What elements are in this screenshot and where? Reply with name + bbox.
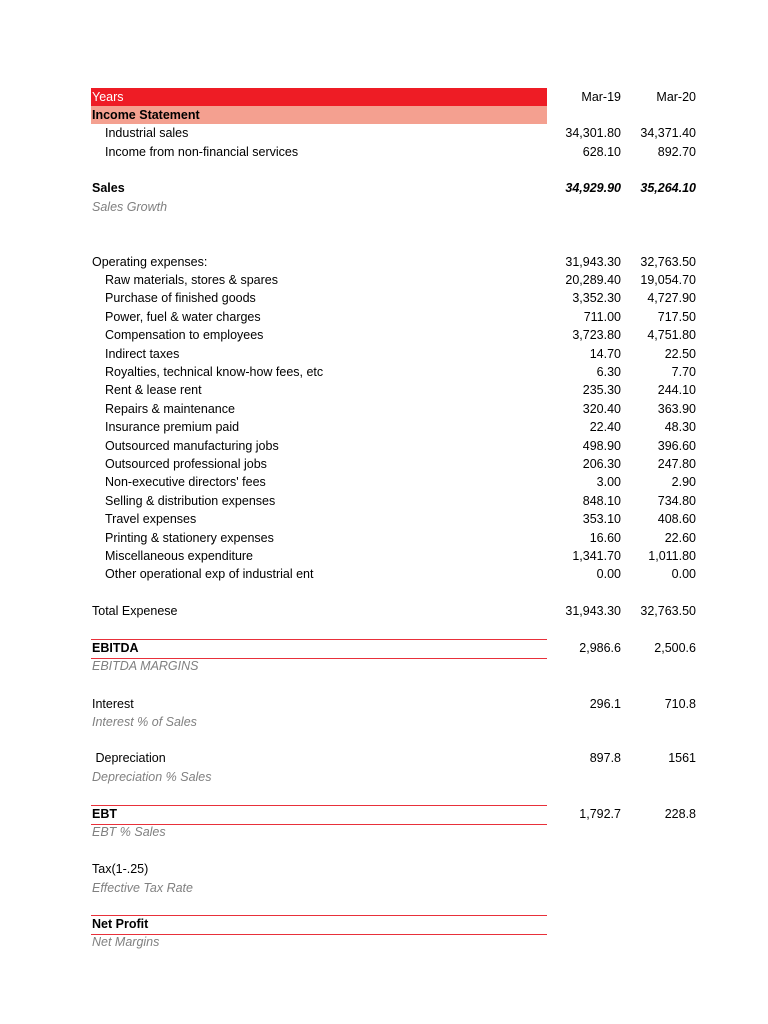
cell-mar-20: 22.60	[664, 531, 696, 545]
table-row	[91, 473, 698, 491]
cell-mar-20: 244.10	[657, 383, 696, 397]
cell-mar-20: 19,054.70	[640, 273, 696, 287]
row-label: Travel expenses	[105, 512, 197, 526]
cell-mar-19: 353.10	[582, 512, 621, 526]
row-label: Tax(1-.25)	[92, 862, 149, 876]
row-label: Power, fuel & water charges	[105, 310, 261, 324]
row-label: Outsourced professional jobs	[105, 457, 267, 471]
sales-row	[91, 179, 698, 197]
row-label: Operating expenses:	[92, 255, 208, 269]
table-row	[91, 565, 698, 583]
row-label: Industrial sales	[105, 126, 189, 140]
row-label: Royalties, technical know-how fees, etc	[105, 365, 324, 379]
table-row	[91, 455, 698, 473]
row-label: EBT % Sales	[92, 825, 166, 839]
years-label: Years	[92, 90, 124, 104]
cell-mar-20: 1,011.80	[648, 549, 696, 563]
cell-mar-19: 235.30	[582, 383, 621, 397]
net-profit-row	[91, 915, 698, 933]
table-row	[91, 124, 698, 142]
table-row	[91, 418, 698, 436]
cell-mar-19: 2,986.6	[579, 641, 621, 655]
cell-mar-20: 710.8	[664, 697, 696, 711]
cell-mar-19: 16.60	[589, 531, 621, 545]
cell-mar-19: 628.10	[582, 145, 621, 159]
cell-mar-20: 4,751.80	[647, 328, 696, 342]
interest-row	[91, 695, 698, 713]
row-label: Depreciation % Sales	[92, 770, 212, 784]
row-label: Printing & stationery expenses	[105, 531, 274, 545]
depreciation-pct-row	[91, 768, 698, 786]
cell-mar-20: 363.90	[657, 402, 696, 416]
cell-mar-20: 32,763.50	[640, 255, 696, 269]
cell-mar-20: 2.90	[671, 475, 696, 489]
cell-mar-19: 3,723.80	[572, 328, 621, 342]
row-label: Non-executive directors' fees	[105, 475, 266, 489]
ebitda-margins-row	[91, 657, 698, 675]
cell-mar-20: 1561	[668, 751, 696, 765]
total-expense-row	[91, 602, 698, 620]
cell-mar-19: 14.70	[589, 347, 621, 361]
row-label: Sales Growth	[92, 200, 168, 214]
table-row	[91, 143, 698, 161]
section-title: Income Statement	[92, 108, 200, 122]
row-label: Rent & lease rent	[105, 383, 202, 397]
cell-mar-20: 228.8	[664, 807, 696, 821]
cell-mar-19: 3,352.30	[572, 291, 621, 305]
cell-mar-19: 31,943.30	[565, 604, 621, 618]
table-row	[91, 345, 698, 363]
row-label: Total Expenese	[92, 604, 178, 618]
table-row	[91, 326, 698, 344]
row-label: Depreciation	[92, 751, 166, 765]
table-row	[91, 437, 698, 455]
cell-mar-20: 734.80	[657, 494, 696, 508]
interest-pct-row	[91, 713, 698, 731]
table-row	[91, 492, 698, 510]
cell-mar-19: 34,929.90	[565, 181, 621, 195]
cell-mar-19: 320.40	[582, 402, 621, 416]
cell-mar-20: 35,264.10	[640, 181, 696, 195]
cell-mar-19: 31,943.30	[565, 255, 621, 269]
cell-mar-19: 711.00	[583, 310, 621, 324]
row-label: Net Profit	[92, 917, 149, 931]
table-row	[91, 400, 698, 418]
cell-mar-19: 6.30	[596, 365, 621, 379]
depreciation-row	[91, 749, 698, 767]
net-margins-row	[91, 933, 698, 951]
effective-tax-row	[91, 879, 698, 897]
row-label: Repairs & maintenance	[105, 402, 235, 416]
cell-mar-20: 34,371.40	[640, 126, 696, 140]
cell-mar-20: 408.60	[657, 512, 696, 526]
table-row	[91, 289, 698, 307]
row-label: Raw materials, stores & spares	[105, 273, 278, 287]
row-label: Net Margins	[92, 935, 160, 949]
row-label: Effective Tax Rate	[92, 881, 193, 895]
table-row	[91, 271, 698, 289]
row-label: Sales	[92, 181, 125, 195]
row-label: Outsourced manufacturing jobs	[105, 439, 279, 453]
cell-mar-20: 22.50	[664, 347, 696, 361]
row-label: EBT	[92, 807, 117, 821]
table-row	[91, 510, 698, 528]
table-row	[91, 363, 698, 381]
row-label: Other operational exp of industrial ent	[105, 567, 314, 581]
cell-mar-19: 498.90	[582, 439, 621, 453]
ebt-pct-row	[91, 823, 698, 841]
column-header-mar-20: Mar-20	[656, 90, 696, 104]
row-label: Interest % of Sales	[92, 715, 197, 729]
table-row	[91, 381, 698, 399]
cell-mar-19: 0.00	[596, 567, 621, 581]
cell-mar-19: 897.8	[589, 751, 621, 765]
cell-mar-19: 20,289.40	[565, 273, 621, 287]
cell-mar-19: 206.30	[582, 457, 621, 471]
row-label: Indirect taxes	[105, 347, 180, 361]
cell-mar-19: 34,301.80	[565, 126, 621, 140]
row-label: Selling & distribution expenses	[105, 494, 276, 508]
row-label: Miscellaneous expenditure	[105, 549, 254, 563]
row-label: EBITDA MARGINS	[92, 659, 199, 673]
row-label: Purchase of finished goods	[105, 291, 256, 305]
table-row	[91, 547, 698, 565]
cell-mar-20: 396.60	[657, 439, 696, 453]
section-title-row	[91, 106, 698, 124]
cell-mar-19: 1,792.7	[579, 807, 621, 821]
cell-mar-20: 2,500.6	[654, 641, 696, 655]
tax-row	[91, 860, 698, 878]
table-row	[91, 529, 698, 547]
cell-mar-20: 892.70	[657, 145, 696, 159]
cell-mar-20: 48.30	[664, 420, 696, 434]
ebitda-row	[91, 639, 698, 657]
cell-mar-20: 717.50	[657, 310, 696, 324]
row-label: Income from non-financial services	[105, 145, 299, 159]
column-header-mar-19: Mar-19	[581, 90, 621, 104]
cell-mar-20: 247.80	[657, 457, 696, 471]
cell-mar-19: 848.10	[582, 494, 621, 508]
cell-mar-19: 1,341.70	[572, 549, 621, 563]
cell-mar-20: 0.00	[671, 567, 696, 581]
row-label: Compensation to employees	[105, 328, 264, 342]
row-label: EBITDA	[92, 641, 139, 655]
table-row	[91, 308, 698, 326]
row-label: Insurance premium paid	[105, 420, 240, 434]
sales-growth-row	[91, 198, 698, 216]
cell-mar-20: 7.70	[671, 365, 696, 379]
ebt-row	[91, 805, 698, 823]
row-label: Interest	[92, 697, 134, 711]
cell-mar-20: 4,727.90	[647, 291, 696, 305]
operating-expenses-row	[91, 253, 698, 271]
cell-mar-19: 296.1	[589, 697, 621, 711]
cell-mar-19: 3.00	[596, 475, 621, 489]
header-row	[91, 88, 698, 106]
cell-mar-20: 32,763.50	[640, 604, 696, 618]
cell-mar-19: 22.40	[589, 420, 621, 434]
